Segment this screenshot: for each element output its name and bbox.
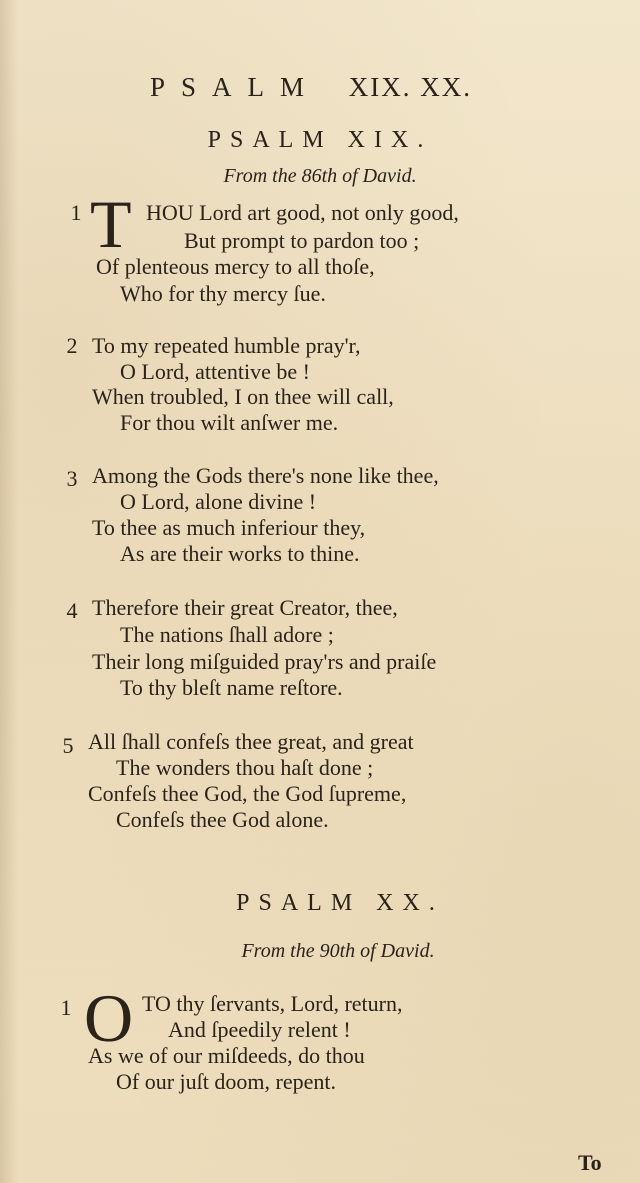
psalm-20-source: From the 90th of David.	[241, 940, 435, 962]
catchword: To	[578, 1150, 602, 1175]
psalm-19-title: PSALM XIX.	[207, 127, 433, 153]
verse-number: 2	[66, 333, 78, 358]
verse-line: But prompt to pardon too ;	[184, 228, 420, 253]
drop-cap: O	[84, 980, 134, 1056]
verse-number: 1	[70, 200, 82, 225]
verse-line: Confeſs thee God, the God ſupreme,	[88, 781, 407, 806]
verse-line: Their long miſguided pray'rs and praiſe	[92, 649, 437, 674]
verse-line: To thy bleſt name reſtore.	[120, 675, 343, 700]
running-head-numbers: XIX. XX.	[348, 72, 473, 102]
verse-line: And ſpeedily relent !	[168, 1017, 351, 1042]
verse-line: Who for thy mercy ſue.	[120, 281, 326, 306]
running-head	[150, 72, 550, 103]
verse-line: To thee as much inferiour they,	[92, 515, 366, 540]
verse-line: Confeſs thee God alone.	[116, 807, 329, 832]
verse-number: 3	[66, 466, 78, 491]
verse-number: 5	[62, 733, 74, 758]
verse-number: 4	[66, 598, 78, 623]
running-head-word: PSALM	[150, 72, 321, 102]
verse-line: Of our juſt doom, repent.	[116, 1069, 336, 1094]
verse-line: O Lord, attentive be !	[120, 359, 310, 384]
verse-number: 1	[60, 995, 72, 1020]
verse-line: TO thy ſervants, Lord, return,	[142, 991, 403, 1016]
verse-line: To my repeated humble pray'r,	[92, 333, 361, 358]
verse-line: Therefore their great Creator, thee,	[92, 595, 398, 620]
psalm-19-source: From the 86th of David.	[223, 165, 417, 187]
verse-line: For thou wilt anſwer me.	[120, 410, 339, 435]
verse-line: When troubled, I on thee will call,	[92, 384, 394, 409]
verse-line: As are their works to thine.	[120, 541, 360, 566]
drop-cap: T	[90, 186, 132, 262]
verse-line: Of plenteous mercy to all thoſe,	[96, 254, 375, 279]
verse-line: Among the Gods there's none like thee,	[92, 463, 439, 488]
psalm-20-title: PSALM XX.	[236, 890, 444, 916]
verse-line: The nations ſhall adore ;	[120, 622, 334, 647]
verse-line: HOU Lord art good, not only good,	[146, 200, 459, 225]
verse-line: All ſhall confeſs thee great, and great	[88, 729, 414, 754]
verse-line: As we of our miſdeeds, do thou	[88, 1043, 365, 1068]
verse-line: The wonders thou haſt done ;	[116, 755, 374, 780]
verse-line: O Lord, alone divine !	[120, 489, 317, 514]
